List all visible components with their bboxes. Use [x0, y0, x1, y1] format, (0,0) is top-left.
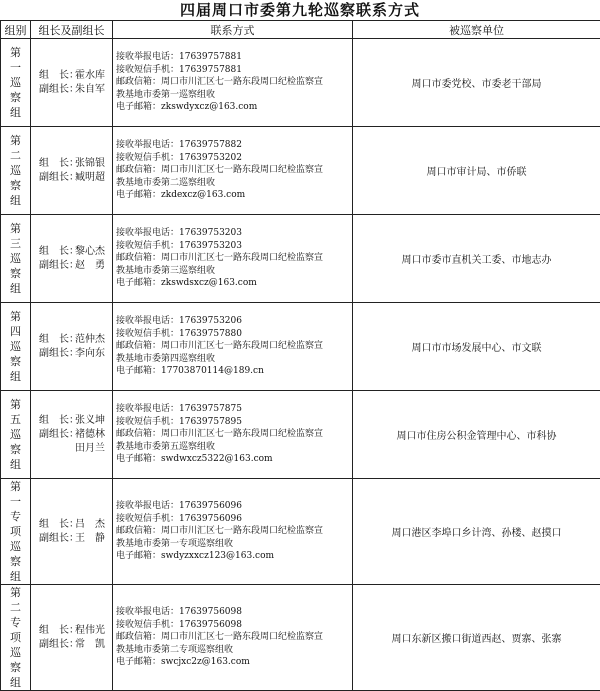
deputy-role: 副组长：: [39, 428, 75, 442]
table-row: [1, 479, 600, 585]
postal-address: 邮政信箱：周口市川汇区七一路东段周口纪检监察宣: [116, 340, 352, 353]
report-phone: 接收举报电话：17639753206: [116, 315, 352, 328]
deputy-name: 李向东: [75, 348, 105, 359]
group-name-char: 巡: [1, 427, 30, 442]
deputy-role: 副组长：: [39, 638, 75, 652]
inspected-unit: 周口市住房公积金管理中心、市科协: [353, 391, 600, 479]
postal-recipient: 教基地市委第一专项巡察组收: [116, 538, 352, 551]
group-name-char: 察: [1, 660, 30, 675]
email-address[interactable]: 电子邮箱：zkdexcz@163.com: [116, 189, 352, 202]
header-leaders: 组长及副组长: [31, 21, 113, 39]
postal-recipient: 教基地市委第五巡察组收: [116, 441, 352, 454]
group-name-char: 第: [1, 133, 30, 148]
leader-role: 组 长：: [39, 245, 75, 259]
group-name-char: 察: [1, 178, 30, 193]
leaders-cell: [31, 39, 113, 127]
report-phone: 接收举报电话：17639756096: [116, 500, 352, 513]
postal-recipient: 教基地市委第二巡察组收: [116, 177, 352, 190]
leader-name: 张锦银: [75, 158, 105, 169]
group-name-char: 组: [1, 193, 30, 208]
group-name-cell: [1, 479, 31, 585]
contact-cell: [113, 391, 353, 479]
report-phone: 接收举报电话：17639757875: [116, 403, 352, 416]
deputy-name: 朱自军: [75, 84, 105, 95]
leader-name: 张义坤: [75, 415, 105, 426]
table-row: [1, 39, 600, 127]
deputy-name: 褚德林: [75, 429, 105, 440]
group-name-char: 察: [1, 354, 30, 369]
leader-name: 范仲杰: [75, 334, 105, 345]
deputy-role: 副组长：: [39, 83, 75, 97]
table-row: [1, 391, 600, 479]
email-address[interactable]: 电子邮箱：swcjxc2z@163.com: [116, 656, 352, 669]
group-name-char: 察: [1, 442, 30, 457]
group-name-char: 第: [1, 585, 30, 600]
group-name-char: 巡: [1, 75, 30, 90]
postal-address: 邮政信箱：周口市川汇区七一路东段周口纪检监察宣: [116, 252, 352, 265]
group-name-char: 组: [1, 281, 30, 296]
group-name-char: 项: [1, 630, 30, 645]
inspected-unit: 周口市委党校、市委老干部局: [353, 39, 600, 127]
leader-role: 组 长：: [39, 333, 75, 347]
group-name-char: 第: [1, 479, 30, 494]
leader-role: 组 长：: [39, 414, 75, 428]
contact-cell: [113, 127, 353, 215]
contact-table: [0, 20, 600, 691]
inspected-unit: 周口市委市直机关工委、市地志办: [353, 215, 600, 303]
leaders-cell: [31, 585, 113, 691]
report-phone: 接收举报电话：17639756098: [116, 606, 352, 619]
leader-name: 程伟光: [75, 625, 105, 636]
sms-phone: 接收短信手机：17639757895: [116, 416, 352, 429]
postal-address: 邮政信箱：周口市川汇区七一路东段周口纪检监察宣: [116, 428, 352, 441]
group-name-char: 巡: [1, 163, 30, 178]
inspected-unit: 周口港区李埠口乡计湾、孙楼、赵摸口: [353, 479, 600, 585]
group-name-char: 组: [1, 675, 30, 690]
deputy-role: 副组长：: [39, 259, 75, 273]
leader-role: 组 长：: [39, 157, 75, 171]
header-contact: 联系方式: [113, 21, 353, 39]
sms-phone: 接收短信手机：17639753203: [116, 240, 352, 253]
group-name-char: 一: [1, 60, 30, 75]
leader-name: 吕 杰: [75, 519, 105, 530]
contact-cell: [113, 39, 353, 127]
group-name-char: 三: [1, 236, 30, 251]
inspected-unit: 周口东新区搬口街道西赵、贾寨、张寨: [353, 585, 600, 691]
deputy-role: 副组长：: [39, 532, 75, 546]
group-name-char: 巡: [1, 539, 30, 554]
group-name-cell: [1, 127, 31, 215]
postal-address: 邮政信箱：周口市川汇区七一路东段周口纪检监察宣: [116, 164, 352, 177]
postal-recipient: 教基地市委第一巡察组收: [116, 89, 352, 102]
group-name-char: 专: [1, 509, 30, 524]
postal-address: 邮政信箱：周口市川汇区七一路东段周口纪检监察宣: [116, 631, 352, 644]
deputy-role: 副组长：: [39, 171, 75, 185]
leaders-cell: [31, 391, 113, 479]
group-name-char: 组: [1, 457, 30, 472]
group-name-char: 察: [1, 266, 30, 281]
group-name-cell: [1, 39, 31, 127]
sms-phone: 接收短信手机：17639753202: [116, 152, 352, 165]
leaders-cell: [31, 127, 113, 215]
group-name-char: 专: [1, 615, 30, 630]
postal-recipient: 教基地市委第二专项巡察组收: [116, 644, 352, 657]
report-phone: 接收举报电话：17639757881: [116, 51, 352, 64]
leader-role: 组 长：: [39, 69, 75, 83]
postal-recipient: 教基地市委第四巡察组收: [116, 353, 352, 366]
group-name-char: 第: [1, 45, 30, 60]
report-phone: 接收举报电话：17639753203: [116, 227, 352, 240]
leaders-cell: [31, 215, 113, 303]
group-name-char: 二: [1, 148, 30, 163]
table-row: [1, 303, 600, 391]
report-phone: 接收举报电话：17639757882: [116, 139, 352, 152]
group-name-char: 巡: [1, 339, 30, 354]
group-name-char: 一: [1, 494, 30, 509]
deputy-name: 常 凯: [75, 639, 105, 650]
postal-address: 邮政信箱：周口市川汇区七一路东段周口纪检监察宣: [116, 525, 352, 538]
group-name-cell: [1, 585, 31, 691]
header-group: 组别: [1, 21, 31, 39]
deputy-name: 田月兰: [75, 443, 105, 454]
group-name-char: 五: [1, 412, 30, 427]
group-name-char: 组: [1, 105, 30, 120]
group-name-char: 第: [1, 309, 30, 324]
sms-phone: 接收短信手机：17639756096: [116, 513, 352, 526]
group-name-cell: [1, 215, 31, 303]
table-header-row: [1, 21, 600, 39]
leader-role: 组 长：: [39, 624, 75, 638]
contact-cell: [113, 479, 353, 585]
table-row: [1, 127, 600, 215]
postal-address: 邮政信箱：周口市川汇区七一路东段周口纪检监察宣: [116, 76, 352, 89]
deputy-name: 王 静: [75, 533, 105, 544]
group-name-char: 第: [1, 397, 30, 412]
contact-cell: [113, 585, 353, 691]
email-address[interactable]: 电子邮箱：swdyzxxcz123@163.com: [116, 550, 352, 563]
deputy-role: 副组长：: [39, 347, 75, 361]
group-name-char: 组: [1, 369, 30, 384]
group-name-char: 巡: [1, 251, 30, 266]
group-name-char: 察: [1, 554, 30, 569]
group-name-char: 二: [1, 600, 30, 615]
email-address[interactable]: 电子邮箱：zkswdsxcz@163.com: [116, 277, 352, 290]
sms-phone: 接收短信手机：17639756098: [116, 619, 352, 632]
email-address[interactable]: 电子邮箱：swdwxcz5322@163.com: [116, 453, 352, 466]
leader-name: 黎心杰: [75, 246, 105, 257]
sms-phone: 接收短信手机：17639757881: [116, 64, 352, 77]
leaders-cell: [31, 479, 113, 585]
group-name-cell: [1, 391, 31, 479]
leaders-cell: [31, 303, 113, 391]
leader-name: 霍水库: [75, 70, 105, 81]
inspected-unit: 周口市审计局、市侨联: [353, 127, 600, 215]
group-name-char: 组: [1, 569, 30, 584]
document-title: 四届周口市委第九轮巡察联系方式: [0, 0, 600, 20]
deputy-name: 赵 勇: [75, 260, 105, 271]
group-name-cell: [1, 303, 31, 391]
table-row: [1, 215, 600, 303]
group-name-char: 第: [1, 221, 30, 236]
table-row: [1, 585, 600, 691]
group-name-char: 察: [1, 90, 30, 105]
inspected-unit: 周口市市场发展中心、市文联: [353, 303, 600, 391]
group-name-char: 四: [1, 324, 30, 339]
contact-cell: [113, 215, 353, 303]
deputy-name: 臧明超: [75, 172, 105, 183]
group-name-char: 项: [1, 524, 30, 539]
header-unit: 被巡察单位: [353, 21, 600, 39]
contact-cell: [113, 303, 353, 391]
group-name-char: 巡: [1, 645, 30, 660]
postal-recipient: 教基地市委第三巡察组收: [116, 265, 352, 278]
leader-role: 组 长：: [39, 518, 75, 532]
sms-phone: 接收短信手机：17639757880: [116, 328, 352, 341]
email-address[interactable]: 电子邮箱：17703870114@189.cn: [116, 365, 352, 378]
email-address[interactable]: 电子邮箱：zkswdyxcz@163.com: [116, 101, 352, 114]
